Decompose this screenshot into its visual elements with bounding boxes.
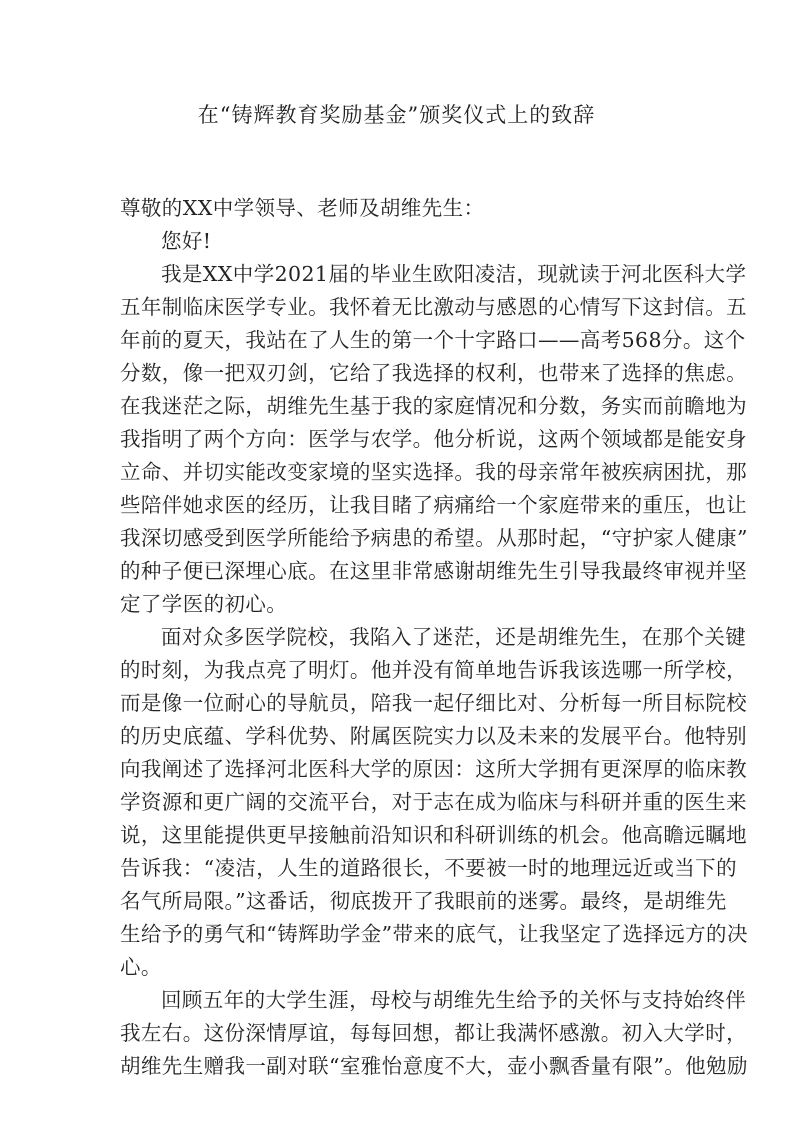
text-line: 我左右。这份深情厚谊，每每回想，都让我满怀感激。初入大学时， xyxy=(120,1021,747,1045)
text-line: 心。 xyxy=(120,955,162,979)
text-line: 胡维先生赠我一副对联“室雅怡意度不大，壶小飘香量有限”。他勉励 xyxy=(120,1054,748,1078)
text-line: 些陪伴她求医的经历，让我目睹了病痛给一个家庭带来的重压，也让 xyxy=(120,493,747,517)
text-line: 的时刻，为我点亮了明灯。他并没有简单地告诉我该选哪一所学校， xyxy=(120,658,747,682)
text-line: 立命、并切实能改变家境的坚实选择。我的母亲常年被疾病困扰，那 xyxy=(120,460,747,484)
document-body xyxy=(120,192,748,1083)
text-line: 告诉我：“凌洁，人生的道路很长，不要被一时的地理远近或当下的 xyxy=(120,856,737,880)
text-line: 而是像一位耐心的导航员，陪我一起仔细比对、分析每一所目标院校 xyxy=(120,691,747,715)
text-line: 在我迷茫之际，胡维先生基于我的家庭情况和分数，务实而前瞻地为 xyxy=(120,394,747,418)
text-line: 分数，像一把双刃剑，它给了我选择的权利，也带来了选择的焦虑。 xyxy=(120,361,747,385)
document-title: 在“铸辉教育奖励基金”颁奖仪式上的致辞 xyxy=(197,103,596,127)
text-line: 我指明了两个方向：医学与农学。他分析说，这两个领域都是能安身 xyxy=(120,427,747,451)
text-line: 我是XX中学2021届的毕业生欧阳凌洁，现就读于河北医科大学 xyxy=(161,262,747,286)
text-line: 的种子便已深埋心底。在这里非常感谢胡维先生引导我最终审视并坚 xyxy=(120,559,747,583)
text-line: 的历史底蕴、学科优势、附属医院实力以及未来的发展平台。他特别 xyxy=(120,724,747,748)
text-line: 回顾五年的大学生涯，母校与胡维先生给予的关怀与支持始终伴 xyxy=(161,988,747,1012)
salutation: 尊敬的XX中学领导、老师及胡维先生： xyxy=(120,196,485,220)
text-line: 学资源和更广阔的交流平台，对于志在成为临床与科研并重的医生来 xyxy=(120,790,747,814)
greeting: 您好! xyxy=(161,229,212,253)
text-line: 定了学医的初心。 xyxy=(120,592,288,616)
text-line: 生给予的勇气和“铸辉助学金”带来的底气，让我坚定了选择远方的决 xyxy=(120,922,748,946)
text-line: 五年制临床医学专业。我怀着无比激动与感恩的心情写下这封信。五 xyxy=(120,295,747,319)
text-line: 名气所局限。”这番话，彻底拨开了我眼前的迷雾。最终，是胡维先 xyxy=(120,889,727,913)
body-lines xyxy=(120,258,748,1083)
text-line: 年前的夏天，我站在了人生的第一个十字路口——高考568分。这个 xyxy=(120,328,746,352)
text-line: 面对众多医学院校，我陷入了迷茫，还是胡维先生，在那个关键 xyxy=(161,625,747,649)
text-line: 说，这里能提供更早接触前沿知识和科研训练的机会。他高瞻远瞩地 xyxy=(120,823,747,847)
text-line: 我深切感受到医学所能给予病患的希望。从那时起，“守护家人健康” xyxy=(120,526,748,550)
text-line: 向我阐述了选择河北医科大学的原因：这所大学拥有更深厚的临床教 xyxy=(120,757,747,781)
